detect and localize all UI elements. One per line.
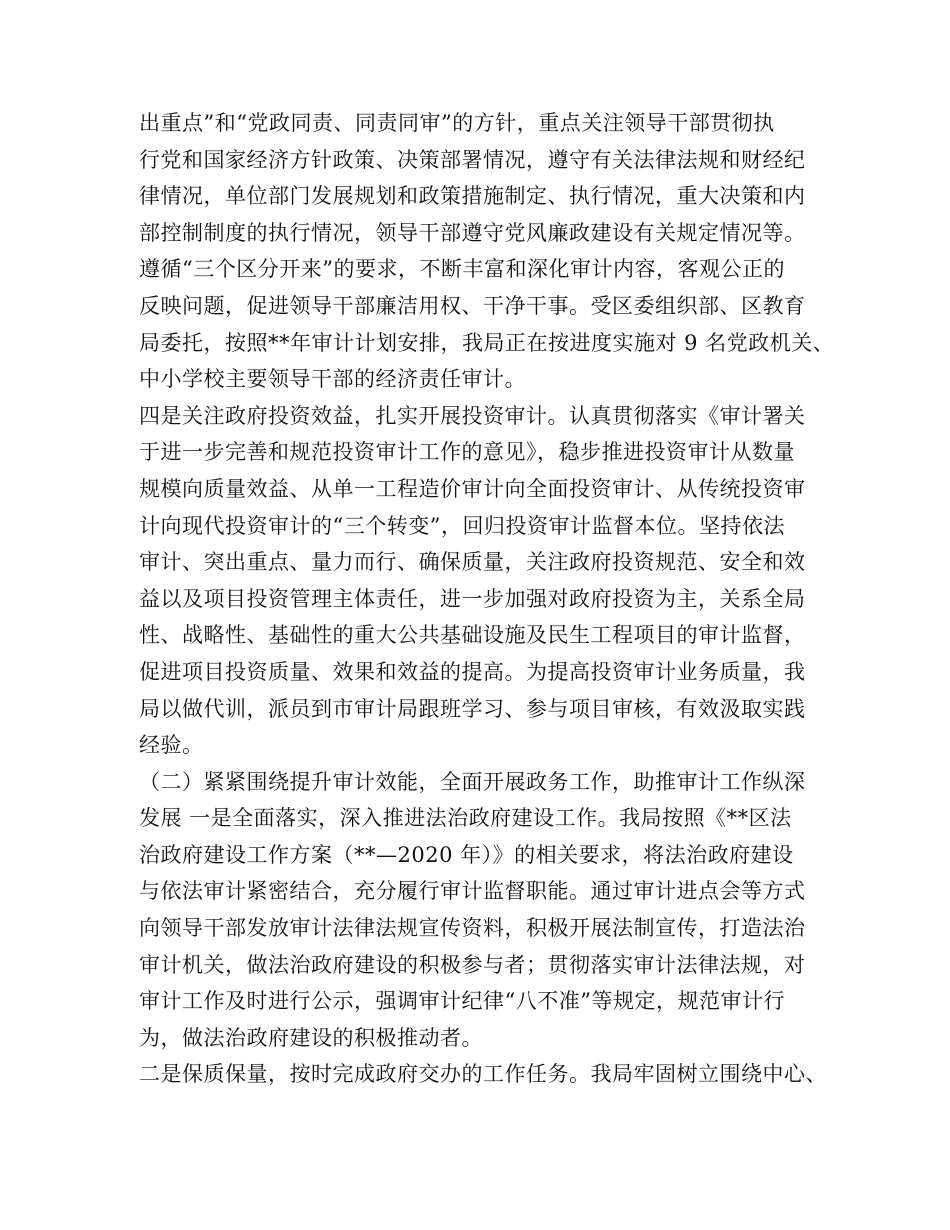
text-line: 四是关注政府投资效益，扎实开展投资审计。认真贯彻落实《审计署关 [139,403,806,428]
text-line: （二）紧紧围绕提升审计效能，全面开展政务工作，助推审计工作纵深 [139,769,806,794]
text-line: 经验。 [139,733,204,758]
text-line: 中小学校主要领导干部的经济责任审计。 [139,367,526,392]
text-line: 反映问题，促进领导干部廉洁用权、干净干事。受区委组织部、区教育 [139,293,806,318]
text-line: 遵循“三个区分开来”的要求，不断丰富和深化审计内容，客观公正的 [139,257,785,282]
text-line: 审计工作及时进行公示，强调审计纪律“八不准”等规定，规范审计行 [139,989,785,1014]
text-line: 性、战略性、基础性的重大公共基础设施及民生工程项目的审计监督， [139,623,806,648]
text-line: 部控制制度的执行情况，领导干部遵守党风廉政建设有关规定情况等。 [139,220,806,245]
text-line: 向领导干部发放审计法律法规宣传资料，积极开展法制宣传，打造法治 [139,916,806,941]
text-line: 局委托，按照**年审计计划安排，我局正在按进度实施对 9 名党政机关、 [139,330,835,355]
text-line: 益以及项目投资管理主体责任，进一步加强对政府投资为主，关系全局 [139,586,806,611]
text-line: 律情况，单位部门发展规划和政策措施制定、执行情况，重大决策和内 [139,184,806,209]
text-line: 于进一步完善和规范投资审计工作的意见》，稳步推进投资审计从数量 [139,440,795,465]
text-line: 计向现代投资审计的“三个转变”，回归投资审计监督本位。坚持依法 [139,513,785,538]
text-line: 为，做法治政府建设的积极推动者。 [139,1025,483,1050]
text-line: 二是保质保量，按时完成政府交办的工作任务。我局牢固树立围绕中心、 [139,1062,827,1087]
text-line: 审计、突出重点、量力而行、确保质量，关注政府投资规范、安全和效 [139,550,806,575]
text-line: 审计机关，做法治政府建设的积极参与者；贯彻落实审计法律法规，对 [139,952,806,977]
text-line: 出重点”和“党政同责、同责同审”的方针，重点关注领导干部贯彻执 [139,111,775,135]
document-body [139,105,835,1093]
text-line: 促进项目投资质量、效果和效益的提高。为提高投资审计业务质量，我 [139,659,806,684]
text-line: 局以做代训，派员到市审计局跟班学习、参与项目审核，有效汲取实践 [139,696,806,721]
text-line: 规模向质量效益、从单一工程造价审计向全面投资审计、从传统投资审 [139,476,806,501]
text-line: 与依法审计紧密结合，充分履行审计监督职能。通过审计进点会等方式 [139,879,806,904]
text-line: 发展 一是全面落实，深入推进法治政府建设工作。我局按照《**区法 [139,806,792,831]
text-line: 治政府建设工作方案（**—2020 年）》的相关要求，将法治政府建设 [139,842,794,867]
text-line: 行党和国家经济方针政策、决策部署情况，遵守有关法律法规和财经纪 [139,147,806,172]
